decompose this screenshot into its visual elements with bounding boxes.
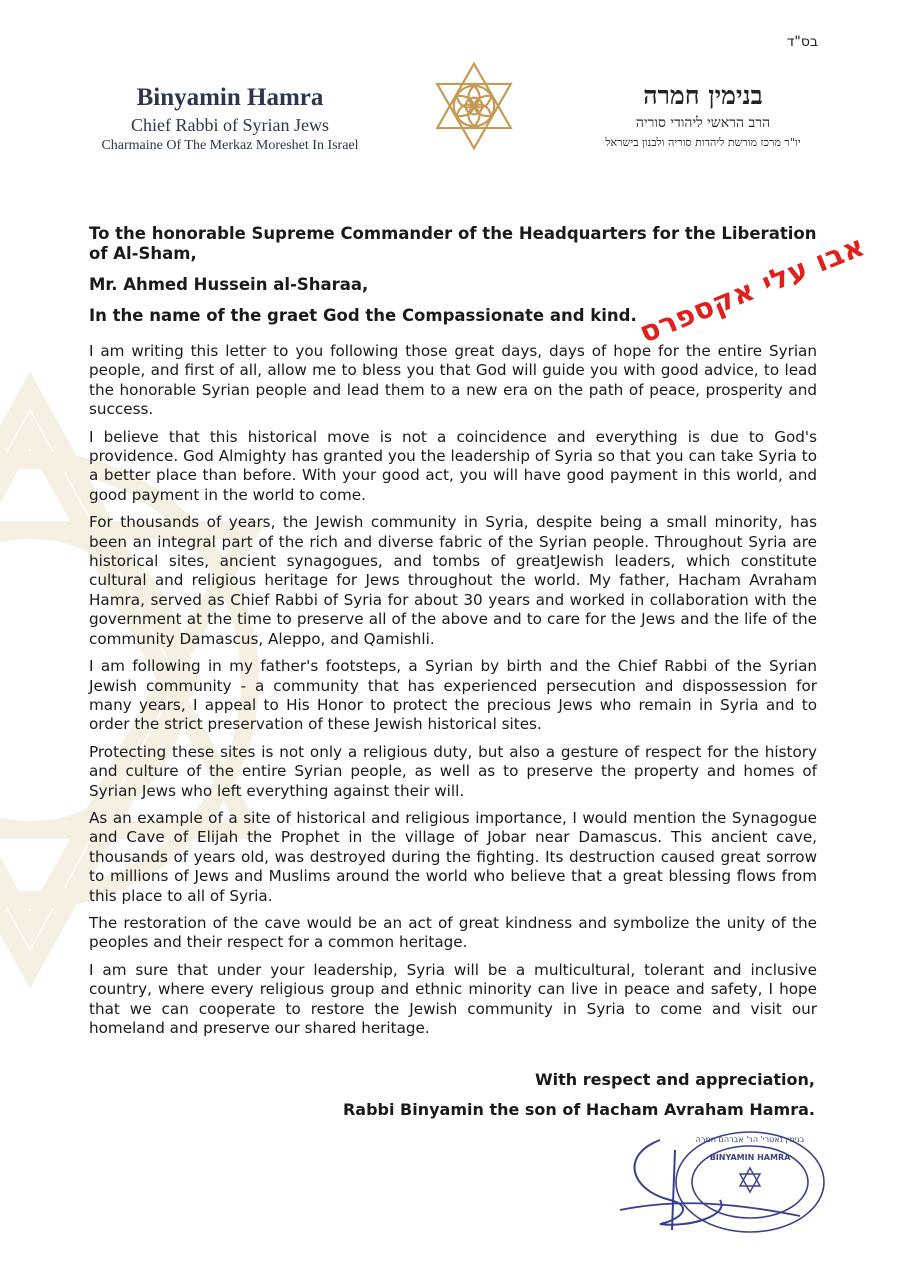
overlay-watermark-text: אבו עלי אקספרס — [634, 228, 870, 350]
rabbi-subtitle-hebrew: יו"ר מרכז מורשת ליהדות סוריה ולבנון בישראל — [605, 136, 801, 149]
letter-paragraph: I am following in my father's footsteps, a Syrian by birth and the Chief Rabbi of the Syrian Jewish community - a community that has experienced persecution and dispossession for many years, I appeal to His Honor to protect the precious Jews who remain in Syria and to order the strict preservation of these Jewish historical sites. — [89, 657, 817, 734]
rabbi-name-hebrew: בנימין חמרה — [643, 81, 763, 110]
salutation-line: To the honorable Supreme Commander of the Headquarters for the Liberation of Al-Sham, — [89, 224, 817, 263]
rabbi-subtitle-english: Charmaine Of The Merkaz Moreshet In Israel — [101, 138, 359, 153]
letter-paragraph: I believe that this historical move is not a coincidence and everything is due to God's providence. God Almighty has granted you the leadership of Syria so that you can take Syria to a better place than before. With your good act, you will have good payment in this world, and good payment in the world to come. — [89, 427, 817, 504]
letter-paragraph: I am sure that under your leadership, Syria will be a multicultural, tolerant and inclusive country, where every religious group and ethnic minority can live in peace and safety, I hope that we can cooperate to restore the Jewish community in Syria to come and visit our homeland and preserve our shared heritage. — [89, 960, 817, 1037]
letter-paragraph: The restoration of the cave would be an act of great kindness and symbolize the unity of the peoples and their respect for a common heritage. — [89, 913, 817, 952]
english-letterhead — [80, 84, 380, 156]
letter-paragraph: Protecting these sites is not only a religious duty, but also a gesture of respect for the history and culture of the entire Syrian people, as well as to preserve the property and homes of Syrian Jews who left everything against their will. — [89, 742, 817, 800]
letter-paragraph: I am writing this letter to you following those great days, days of hope for the entire Syrian people, and first of all, allow me to bless you that God will guide you with good advice, to lead the honorable Syrian people and lead them to a new era on the path of peace, prosperity and success. — [89, 342, 817, 419]
bsd-mark: בס"ד — [786, 34, 818, 50]
letter-paragraph: As an example of a site of historical and religious importance, I would mention the Synagogue and Cave of Elijah the Prophet in the village of Jobar near Damascus. This ancient cave, thousands of years old, was destroyed during the fighting. Its destruction caused great sorrow to millions of Jews and Muslims around the world who believe that a great blessing flows from this place to all of Syria. — [89, 808, 817, 905]
rabbi-title-hebrew: הרב הראשי ליהודי סוריה — [635, 115, 771, 131]
closing-line: With respect and appreciation, — [534, 1070, 815, 1089]
salutation-line: In the name of the graet God the Compassionate and kind. — [89, 306, 637, 325]
salutation-line: Mr. Ahmed Hussein al-Sharaa, — [89, 275, 369, 294]
star-of-david-logo-icon — [428, 60, 520, 152]
signature-line: Rabbi Binyamin the son of Hacham Avraham Hamra. — [342, 1100, 815, 1119]
letter-paragraph: For thousands of years, the Jewish community in Syria, despite being a small minority, has been an integral part of the rich and diverse fabric of the Syrian people. Throughout Syria are historical sites, ancient synagogues, and tombs of greatJewish leaders, which constitute cultural and religious heritage for Jews throughout the world. My father, Hacham Avraham Hamra, served as Chief Rabbi of Syria for about 30 years and worked in collaboration with the government at the time to preserve all of the above and to care for the Jews and the life of the community Damascus, Aleppo, and Qamishli. — [89, 513, 817, 648]
rabbi-name-english: Binyamin Hamra — [136, 84, 324, 111]
hebrew-letterhead — [568, 80, 838, 152]
seal-inner-text: BINYAMIN HAMRA — [709, 1153, 791, 1162]
rabbi-title-english: Chief Rabbi of Syrian Jews — [131, 115, 329, 135]
seal-outer-text: בנימין נאטרי' הר' אברהם חמרה — [695, 1135, 805, 1144]
rabbinical-seal-with-signature-icon — [600, 1120, 830, 1250]
letter-body — [89, 224, 817, 1046]
